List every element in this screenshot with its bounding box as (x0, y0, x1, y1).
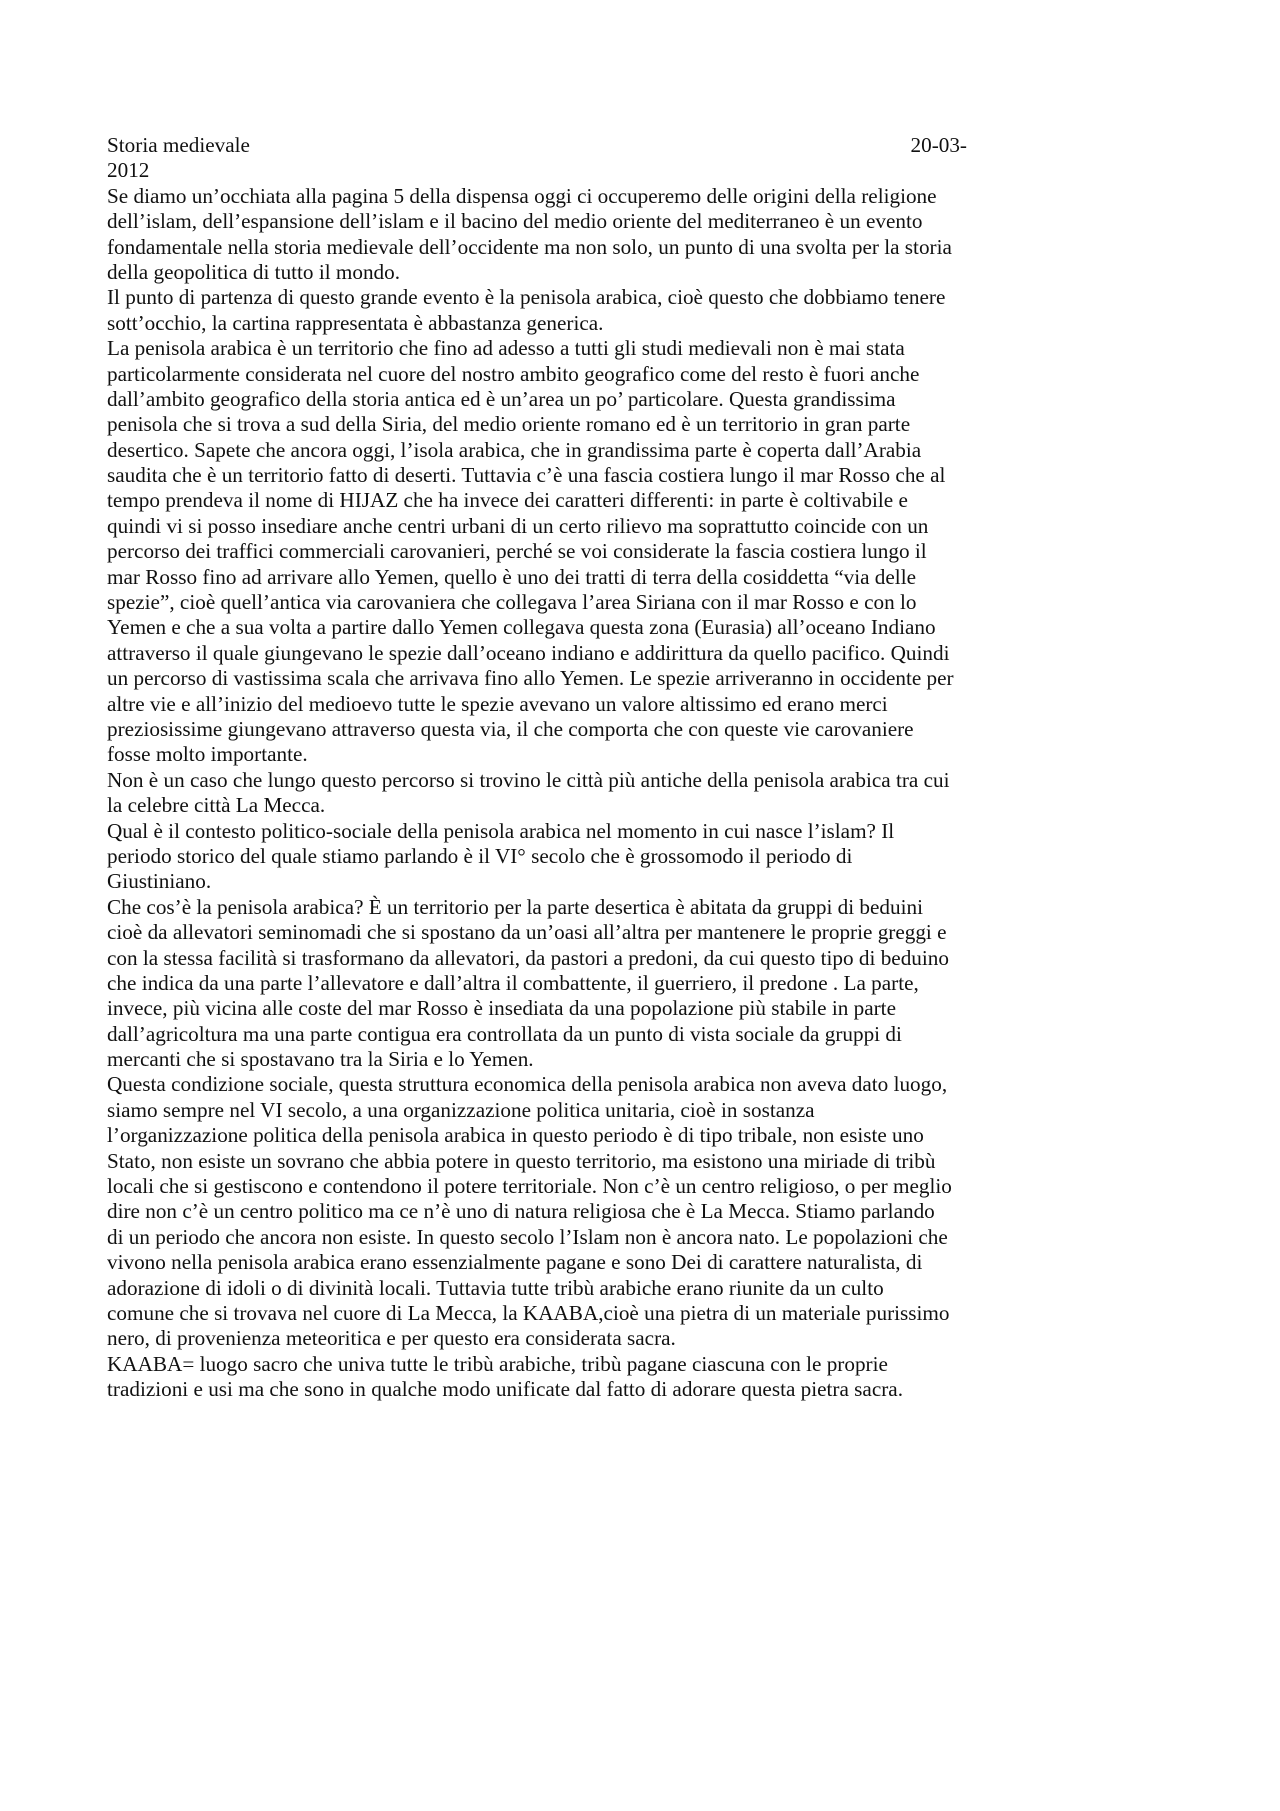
document-date: 20-03- (910, 133, 967, 157)
text-line: vivono nella penisola arabica erano essenzialmente pagane e sono Dei di carattere naturalista, di (107, 1250, 923, 1275)
text-line: comune che si trovava nel cuore di La Mecca, la KAABA,cioè una pietra di un materiale purissimo (107, 1300, 950, 1325)
text-line: dire non c’è un centro politico ma ce n’è uno di natura religiosa che è La Mecca. Stiamo parlando (107, 1199, 935, 1224)
text-line: dell’islam, dell’espansione dell’islam e il bacino del medio oriente del mediterraneo è un evento (107, 209, 923, 234)
text-line: percorso dei traffici commerciali carovanieri, perché se voi considerate la fascia costiera lungo il (107, 539, 927, 564)
document-text (107, 184, 1007, 1403)
text-line: preziosissime giungevano attraverso questa via, il che comporta che con queste vie carovaniere (107, 716, 914, 741)
text-line: che indica da una parte l’allevatore e dall’altra il combattente, il guerriero, il predone . La parte, (107, 970, 919, 995)
text-line: particolarmente considerata nel cuore del nostro ambito geografico come del resto è fuori anche (107, 361, 920, 386)
text-line: Il punto di partenza di questo grande evento è la penisola arabica, cioè questo che dobbiamo tenere (107, 285, 946, 310)
text-line: periodo storico del quale stiamo parlando è il VI° secolo che è grossomodo il periodo di (107, 843, 853, 868)
text-line: locali che si gestiscono e contendono il potere territoriale. Non c’è un centro religioso, o per meglio (107, 1174, 952, 1199)
text-line: penisola che si trova a sud della Siria, del medio oriente romano ed è un territorio in gran parte (107, 412, 911, 437)
text-line: saudita che è un territorio fatto di deserti. Tuttavia c’è una fascia costiera lungo il mar Rosso che al (107, 463, 946, 488)
text-line: fosse molto importante. (107, 742, 308, 767)
text-line: la celebre città La Mecca. (107, 793, 326, 818)
text-line: un percorso di vastissima scala che arrivava fino allo Yemen. Le spezie arriveranno in occidente per (107, 666, 954, 691)
text-line: di un periodo che ancora non esiste. In questo secolo l’Islam non è ancora nato. Le popolazioni che (107, 1224, 948, 1249)
text-line: Questa condizione sociale, questa struttura economica della penisola arabica non aveva dato luogo, (107, 1072, 948, 1097)
text-line: Giustiniano. (107, 869, 212, 894)
document-header (107, 133, 1007, 158)
text-line: attraverso il quale giungevano le spezie dall’oceano indiano e addirittura da quello pacifico. Quindi (107, 640, 950, 665)
text-line: spezie”, cioè quell’antica via carovaniera che collegava l’area Siriana con il mar Rosso e con lo (107, 590, 917, 615)
text-line: dall’agricoltura ma una parte contigua era controllata da un punto di vista sociale da gruppi di (107, 1021, 902, 1046)
text-line: sott’occhio, la cartina rappresentata è abbastanza generica. (107, 310, 604, 335)
text-line: cioè da allevatori seminomadi che si spostano da un’oasi all’altra per mantenere le proprie greggi e (107, 920, 947, 945)
text-line: desertico. Sapete che ancora oggi, l’isola arabica, che in grandissima parte è coperta dall’Arabia (107, 437, 922, 462)
text-line: della geopolitica di tutto il mondo. (107, 259, 401, 284)
text-line: dall’ambito geografico della storia antica ed è un’area un po’ particolare. Questa grandissima (107, 386, 896, 411)
text-line: tempo prendeva il nome di HIJAZ che ha invece dei caratteri differenti: in parte è coltivabile e (107, 488, 908, 513)
text-line: KAABA= luogo sacro che univa tutte le tribù arabiche, tribù pagane ciascuna con le proprie (107, 1351, 888, 1376)
text-line: con la stessa facilità si trasformano da allevatori, da pastori a predoni, da cui questo tipo di beduino (107, 945, 949, 970)
text-line: nero, di provenienza meteoritica e per questo era considerata sacra. (107, 1326, 676, 1351)
text-line: Se diamo un’occhiata alla pagina 5 della dispensa oggi ci occuperemo delle origini della religione (107, 183, 937, 208)
text-line: fondamentale nella storia medievale dell’occidente ma non solo, un punto di una svolta per la storia (107, 234, 952, 259)
text-line: quindi vi si posso insediare anche centri urbani di un certo rilievo ma soprattutto coincide con un (107, 513, 929, 538)
text-line: Che cos’è la penisola arabica? È un territorio per la parte desertica è abitata da gruppi di beduini (107, 894, 923, 919)
document-body (107, 133, 1007, 1403)
text-line: siamo sempre nel VI secolo, a una organizzazione politica unitaria, cioè in sostanza (107, 1097, 815, 1122)
document-date-year: 2012 (107, 158, 150, 183)
text-line: adorazione di idoli o di divinità locali. Tuttavia tutte tribù arabiche erano riunite da un culto (107, 1275, 884, 1300)
text-line: tradizioni e usi ma che sono in qualche modo unificate dal fatto di adorare questa pietra sacra. (107, 1377, 903, 1402)
text-line: l’organizzazione politica della penisola arabica in questo periodo è di tipo tribale, non esiste uno (107, 1123, 924, 1148)
text-line: invece, più vicina alle coste del mar Rosso è insediata da una popolazione più stabile in parte (107, 996, 896, 1021)
text-line: Non è un caso che lungo questo percorso si trovino le città più antiche della penisola arabica tra cui (107, 767, 950, 792)
document-title: Storia medievale (107, 133, 250, 157)
text-line: Qual è il contesto politico-sociale della penisola arabica nel momento in cui nasce l’islam? Il (107, 818, 895, 843)
text-line: La penisola arabica è un territorio che fino ad adesso a tutti gli studi medievali non è mai stata (107, 336, 905, 361)
text-line: mercanti che si spostavano tra la Siria e lo Yemen. (107, 1047, 534, 1072)
text-line: mar Rosso fino ad arrivare allo Yemen, quello è uno dei tratti di terra della cosiddetta “via delle (107, 564, 916, 589)
text-line: altre vie e all’inizio del medioevo tutte le spezie avevano un valore altissimo ed erano merci (107, 691, 888, 716)
text-line: Stato, non esiste un sovrano che abbia potere in questo territorio, ma esistono una miriade di tribù (107, 1148, 936, 1173)
text-line: Yemen e che a sua volta a partire dallo Yemen collegava questa zona (Eurasia) all’oceano Indiano (107, 615, 936, 640)
